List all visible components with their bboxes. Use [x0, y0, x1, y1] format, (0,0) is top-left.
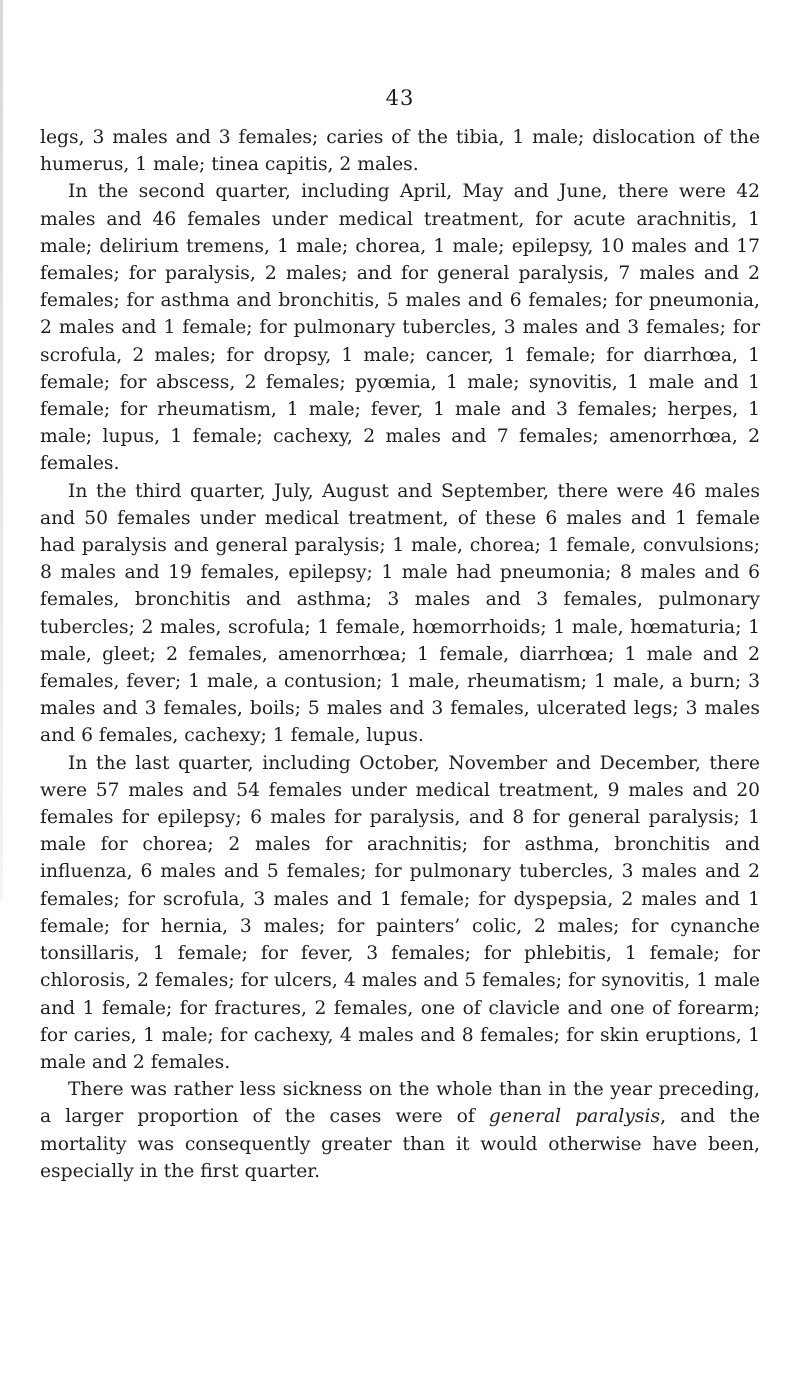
summary-text-before: There was rather less sickness on the whole than in the year preceding, a larger proportion of the cases were of [40, 1079, 760, 1128]
paragraph-second-quarter: In the second quarter, including April, May and June, there were 42 males and 46 females under medical treatment, for acute arachnitis, 1 male; delirium tremens, 1 male; chorea, 1 male; epilepsy, 10 males and 17 females; for paralysis, 2 males; and for general paralysis, 7 males and 2 females; for asthma and bronchitis, 5 males and 6 females; for pneumonia, 2 males and 1 female; for pulmonary tubercles, 3 males and 3 females; for scrofula, 2 males; for dropsy, 1 male; cancer, 1 female; for diarrhœa, 1 female; for abscess, 2 females; pyœmia, 1 male; synovitis, 1 male and 1 female; for rheumatism, 1 male; fever, 1 male and 3 females; herpes, 1 male; lupus, 1 female; cachexy, 2 males and 7 females; amenorrhœa, 2 females. [40, 181, 760, 475]
body-text [40, 124, 760, 1185]
paragraph-summary [40, 1076, 760, 1185]
page-number: 43 [385, 86, 415, 110]
paragraph-last-quarter: In the last quarter, including October, November and December, there were 57 males and 54 females under medical treatment, 9 males and 20 females for epilepsy; 6 males for paralysis, and 8 for general paralysis; 1 male for chorea; 2 males for arachnitis; for asthma, bronchitis and influenza, 6 males and 5 females; for pulmonary tubercles, 3 males and 2 females; for scrofula, 3 males and 1 female; for dyspepsia, 2 males and 1 female; for hernia, 3 males; for painters’ colic, 2 males; for cynanche tonsillaris, 1 female; for fever, 3 females; for phlebitis, 1 female; for chlorosis, 2 females; for ulcers, 4 males and 5 females; for synovitis, 1 male and 1 female; for fractures, 2 females, one of clavicle and one of forearm; for caries, 1 male; for cachexy, 4 males and 8 females; for skin eruptions, 1 male and 2 females. [40, 752, 760, 1073]
paragraph-continuation: legs, 3 males and 3 females; caries of the tibia, 1 male; dislocation of the humerus, 1 male; tinea capitis, 2 males. [40, 127, 760, 176]
page-edge-shadow [0, 0, 3, 900]
summary-emphasis: general paralysis [488, 1106, 661, 1128]
paragraph-third-quarter: In the third quarter, July, August and September, there were 46 males and 50 females under medical treatment, of these 6 males and 1 female had paralysis and general paralysis; 1 male, chorea; 1 female, convulsions; 8 males and 19 females, epilepsy; 1 male had pneumonia; 8 males and 6 females, bronchitis and asthma; 3 males and 3 females, pulmonary tubercles; 2 males, scrofula; 1 female, hœmorrhoids; 1 male, hœmaturia; 1 male, gleet; 2 females, amenorrhœa; 1 female, diarrhœa; 1 male and 2 females, fever; 1 male, a contusion; 1 male, rheumatism; 1 male, a burn; 3 males and 3 females, boils; 5 males and 3 females, ulcerated legs; 3 males and 6 females, cachexy; 1 female, lupus. [40, 480, 760, 747]
summary-text-after: , and the mortality was consequently greater than it would otherwise have been, especially in the first quarter. [40, 1106, 760, 1182]
